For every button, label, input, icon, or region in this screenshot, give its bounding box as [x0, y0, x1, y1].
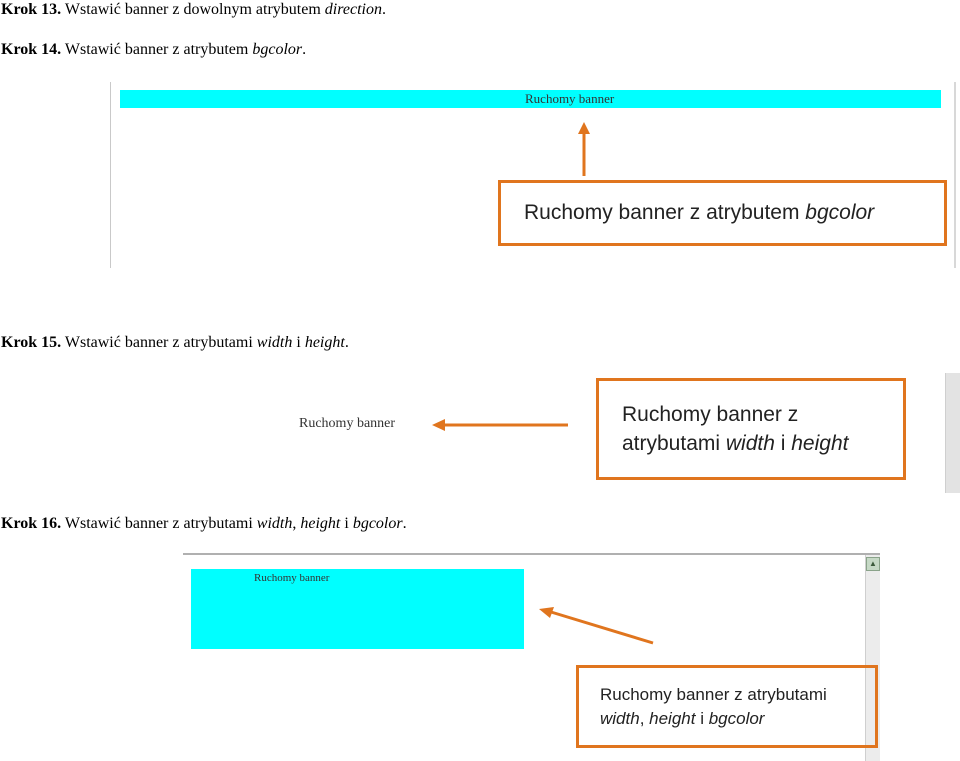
callout-attr-bgcolor: bgcolor: [708, 709, 765, 728]
callout-attr-width: width: [600, 709, 640, 728]
banner-text: Ruchomy banner: [254, 572, 330, 584]
step-16-mid2: i: [340, 515, 353, 532]
window-border: [945, 373, 960, 493]
callout-attr-height: height: [649, 709, 696, 728]
callout-mid-2: i: [695, 709, 709, 728]
step-13-attr: direction: [324, 1, 382, 18]
step-13-text: Wstawić banner z dowolnym atrybutem: [61, 1, 325, 18]
step-16-text: Wstawić banner z atrybutami: [61, 515, 257, 532]
step-16-heading: [1, 514, 407, 534]
step-15-mid: i: [292, 334, 305, 351]
callout-attr-height: height: [791, 432, 849, 455]
step-15-text: Wstawić banner z atrybutami: [61, 334, 257, 351]
screenshot-width-height-bgcolor: [183, 553, 880, 761]
marquee-banner-bgcolor: [120, 90, 941, 108]
step-14-attr: bgcolor: [252, 41, 303, 58]
step-16-tail: .: [402, 515, 407, 532]
step-14-label: Krok 14.: [1, 41, 62, 58]
step-16-attr-width: width: [256, 515, 293, 532]
callout-line-1: Ruchomy banner z atrybutami: [600, 685, 827, 704]
step-15-attr-height: height: [304, 334, 345, 351]
callout-attr: bgcolor: [805, 201, 875, 224]
callout-attr-width: width: [725, 432, 775, 455]
step-15-heading: [1, 333, 349, 353]
step-14-text: Wstawić banner z atrybutem: [61, 41, 253, 58]
step-15-attr-width: width: [256, 334, 293, 351]
step-14-heading: [1, 40, 306, 60]
step-16-attr-bgcolor: bgcolor: [352, 515, 403, 532]
callout-text: Ruchomy banner z atrybutem: [524, 201, 806, 224]
step-15-tail: .: [344, 334, 349, 351]
screenshot-width-height: [110, 373, 960, 493]
step-13-heading: [1, 0, 386, 20]
arrow-up-icon: [577, 122, 591, 178]
step-16-mid: ,: [292, 515, 301, 532]
callout-line-2: atrybutami: [622, 432, 726, 455]
banner-text: Ruchomy banner: [299, 416, 396, 431]
step-16-attr-height: height: [300, 515, 341, 532]
callout-mid: i: [774, 432, 792, 455]
callout-width-height-bgcolor: [576, 665, 878, 748]
arrow-diagonal-icon: [539, 607, 659, 647]
step-13-tail: .: [381, 1, 386, 18]
arrow-left-icon: [432, 417, 572, 433]
callout-width-height: [596, 378, 906, 480]
marquee-banner-sized: [191, 569, 524, 649]
step-13-label: Krok 13.: [1, 1, 62, 18]
callout-bgcolor: [498, 180, 947, 246]
step-16-label: Krok 16.: [1, 515, 62, 532]
banner-text: Ruchomy banner: [525, 91, 615, 106]
step-14-tail: .: [302, 41, 307, 58]
scroll-up-arrow-icon[interactable]: ▲: [866, 557, 880, 571]
callout-mid-1: ,: [639, 709, 650, 728]
callout-line-1: Ruchomy banner z: [622, 403, 799, 426]
screenshot-bgcolor: [110, 82, 956, 268]
step-15-label: Krok 15.: [1, 334, 62, 351]
window-border: [954, 82, 956, 268]
